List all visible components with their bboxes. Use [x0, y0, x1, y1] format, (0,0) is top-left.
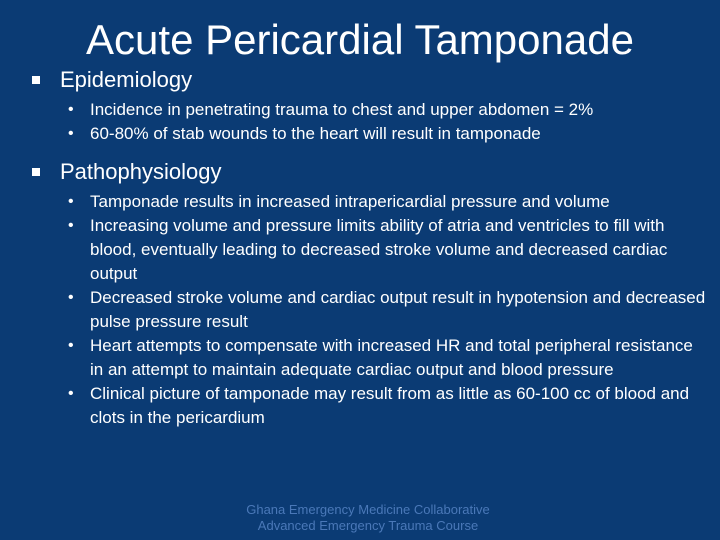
bullet-dot-icon: •	[68, 217, 74, 234]
section-pathophysiology	[32, 159, 221, 185]
list-item: • Increasing volume and pressure limits ability of atria and ventricles to fill with blood, eventually leading to decreased stroke volume and decreased cardiac output	[68, 216, 668, 283]
section-epidemiology	[32, 67, 192, 93]
footer	[190, 502, 546, 534]
bullet-dot-icon: •	[68, 385, 74, 402]
list-item: • Clinical picture of tamponade may result from as little as 60-100 cc of blood and clots in the pericardium	[68, 384, 690, 427]
bullet-dot-icon: •	[68, 193, 74, 210]
section-label: Epidemiology	[60, 67, 193, 92]
bullet-dot-icon: •	[68, 337, 74, 354]
list-item: • 60-80% of stab wounds to the heart will result in tamponade	[66, 122, 706, 146]
square-bullet-icon	[32, 76, 40, 84]
pathophysiology-bullets	[66, 190, 706, 430]
list-item: • Decreased stroke volume and cardiac output result in hypotension and decreased pulse pressure result	[68, 288, 706, 331]
list-item: • Tamponade results in increased intrapericardial pressure and volume	[66, 190, 706, 214]
bullet-dot-icon: •	[68, 289, 74, 306]
square-bullet-icon	[32, 168, 40, 176]
epidemiology-bullets	[66, 98, 706, 146]
footer-line-organization: Ghana Emergency Medicine Collaborative	[246, 502, 490, 517]
footer-line-course: Advanced Emergency Trauma Course	[257, 518, 479, 533]
bullet-dot-icon: •	[68, 101, 74, 118]
section-label: Pathophysiology	[60, 159, 222, 184]
list-item: • Heart attempts to compensate with increased HR and total peripheral resistance in an attempt to maintain adequate cardiac output and blood pressure	[68, 336, 693, 379]
list-item: • Incidence in penetrating trauma to chest and upper abdomen = 2%	[66, 98, 706, 122]
bullet-dot-icon: •	[68, 125, 74, 142]
slide-title: Acute Pericardial Tamponade	[86, 16, 634, 63]
